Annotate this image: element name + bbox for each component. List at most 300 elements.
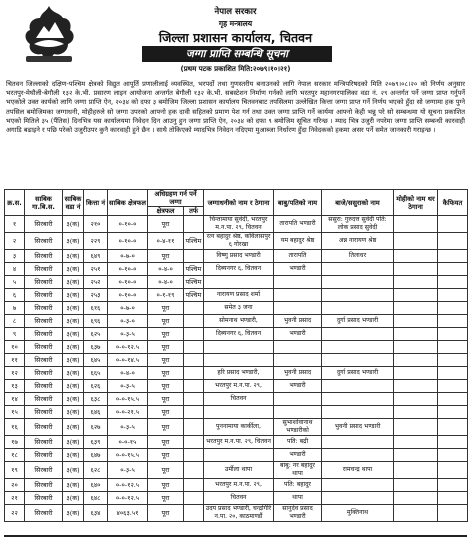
cell-acq-area: पूरा [148,341,184,354]
cell-father: भण्डारी [274,328,322,341]
cell-father: भण्डारी [274,263,322,276]
cell-acq-side [184,250,204,263]
cell-grandfather [322,341,394,354]
cell-sn: २१ [5,492,25,505]
cell-acq-area: पूरा [148,380,184,393]
cell-tenant [394,406,438,419]
cell-remarks [438,449,468,462]
cell-plot: ६६५ [84,367,108,380]
cell-tenant [394,216,438,233]
cell-owner [204,341,274,354]
cell-tenant [394,505,438,522]
cell-grandfather: दुर्गा प्रसाद भण्डारी [322,367,394,380]
cell-acq-side [184,449,204,462]
table-row [5,315,468,328]
cell-vdc: सिरबारी [25,505,63,522]
cell-acq-side: पश्चिम [184,233,204,250]
cell-acq-side [184,315,204,328]
header-area: साबिक क्षेत्रफल [108,190,148,216]
table-row [5,216,468,233]
bottom-rule [4,535,467,537]
cell-ward: ३(क) [63,302,84,315]
cell-owner: हरि प्रसाद भण्डारी, [204,367,274,380]
cell-plot: ६३८ [84,393,108,406]
cell-remarks [438,479,468,492]
table-row [5,462,468,479]
cell-remarks [438,276,468,289]
cell-grandfather [322,449,394,462]
cell-remarks [438,406,468,419]
cell-sn: ३ [5,250,25,263]
cell-father [274,393,322,406]
cell-remarks [438,492,468,505]
cell-sn: ९ [5,328,25,341]
cell-tenant [394,367,438,380]
cell-grandfather [322,328,394,341]
cell-sn: ७ [5,302,25,315]
cell-remarks [438,462,468,479]
cell-vdc: सिरबारी [25,263,63,276]
cell-acq-area: पूरा [148,449,184,462]
cell-acq-side [184,302,204,315]
cell-sn: १८ [5,449,25,462]
table-row [5,233,468,250]
cell-acq-side [184,505,204,522]
cell-father: पति: बहादुर [274,479,322,492]
cell-ward: ३(क) [63,406,84,419]
cell-tenant [394,302,438,315]
cell-grandfather [322,302,394,315]
cell-ward: ३(क) [63,354,84,367]
header-father: बाबु/पतिको नाम [274,190,322,216]
table-row [5,354,468,367]
cell-owner [204,354,274,367]
cell-acq-side [184,341,204,354]
cell-vdc: सिरबारी [25,419,63,436]
cell-father: सानुदेव प्रसाद भण्डारी [274,505,322,522]
cell-acq-side [184,216,204,233]
cell-ward: ३(क) [63,449,84,462]
cell-vdc: सिरबारी [25,328,63,341]
cell-vdc: सिरबारी [25,289,63,302]
cell-vdc: सिरबारी [25,276,63,289]
header-acq-side: तर्फ [184,207,204,216]
cell-sn: १ [5,216,25,233]
cell-area: ०-०-२१.५ [108,406,148,419]
cell-area: ०-३-० [108,315,148,328]
cell-remarks [438,289,468,302]
cell-acq-area: पूरा [148,367,184,380]
cell-grandfather [322,263,394,276]
cell-plot: २२९ [84,233,108,250]
cell-ward: ३(क) [63,505,84,522]
cell-vdc: सिरबारी [25,315,63,328]
cell-ward: ३(क) [63,216,84,233]
cell-owner: नारायण प्रसाद शर्मा [204,289,274,302]
cell-acq-area: पूरा [148,393,184,406]
cell-remarks [438,302,468,315]
cell-ward: ३(क) [63,263,84,276]
cell-grandfather [322,276,394,289]
cell-father: तारापति [274,250,322,263]
header-plot: कित्ता नं [84,190,108,216]
cell-acq-side [184,406,204,419]
cell-plot: २५१ [84,263,108,276]
cell-tenant [394,250,438,263]
table-row [5,419,468,436]
cell-acq-area: पूरा [148,492,184,505]
cell-acq-area: पूरा [148,479,184,492]
cell-ward: ३(क) [63,341,84,354]
cell-area: ०-०-१२.५ [108,479,148,492]
notice-title: जग्गा प्राप्ति सम्बन्धि सूचना [142,46,332,62]
cell-acq-side [184,479,204,492]
cell-remarks [438,367,468,380]
cell-area: ०-३-५ [108,380,148,393]
header-ward: साबिक वडा नं [63,190,84,216]
cell-acq-side [184,462,204,479]
table-row [5,406,468,419]
cell-acq-side [184,328,204,341]
cell-grandfather: तिलाधर [322,250,394,263]
cell-remarks [438,419,468,436]
cell-grandfather [322,479,394,492]
cell-plot: ६४९ [84,250,108,263]
cell-tenant [394,436,438,449]
cell-remarks [438,250,468,263]
cell-sn: १० [5,341,25,354]
cell-ward: ३(क) [63,276,84,289]
cell-plot: ६४५ [84,354,108,367]
cell-owner: भरतपुर म.न.पा. २९, [204,380,274,393]
cell-grandfather: मुक्तिनाथ [322,505,394,522]
cell-vdc: सिरबारी [25,436,63,449]
cell-acq-area: पूरा [148,462,184,479]
cell-acq-side [184,393,204,406]
cell-sn: १७ [5,436,25,449]
cell-area: ०-०-१२.५ [108,492,148,505]
header-remarks: कैफियत [438,190,468,216]
cell-remarks [438,393,468,406]
cell-father: सुभाशोवानाथ भण्डारीको [274,419,322,436]
cell-ward: ३(क) [63,367,84,380]
table-row [5,449,468,462]
cell-remarks [438,436,468,449]
cell-acq-area: ०-४-११ [148,233,184,250]
cell-owner: भरतपुर म.न.पा. २९, [204,479,274,492]
table-row [5,505,468,522]
cell-sn: १२ [5,367,25,380]
cell-owner: समेत ३ जना [204,302,274,315]
cell-father: पति: बद्री [274,436,322,449]
header-acq-group: अधिग्रहण गर्न पर्ने जग्गा [148,190,204,207]
cell-plot: ६४० [84,479,108,492]
cell-owner [204,449,274,462]
cell-grandfather [322,406,394,419]
table-row [5,328,468,341]
table-row [5,341,468,354]
cell-acq-area: पूरा [148,436,184,449]
cell-grandfather [322,289,394,302]
cell-plot: ६४८ [84,492,108,505]
cell-ward: ३(क) [63,289,84,302]
cell-tenant [394,328,438,341]
cell-acq-area: पूरा [148,354,184,367]
cell-plot: ६९६ [84,315,108,328]
cell-remarks [438,233,468,250]
cell-area: ०-७-० [108,302,148,315]
cell-owner: चिन्तामाया सुवेदी, भरतपुर म.न.पा. २९, चितवन [204,216,274,233]
cell-ward: ३(क) [63,233,84,250]
cell-father: बाबु: नर बहादुर थापा [274,462,322,479]
table-row [5,380,468,393]
cell-ward: ३(क) [63,419,84,436]
cell-vdc: सिरबारी [25,233,63,250]
office-title: जिल्ला प्रशासन कार्यालय, चितवन [158,30,313,45]
cell-father [274,276,322,289]
cell-father: भुवनी प्रसाद [274,315,322,328]
cell-vdc: सिरबारी [25,302,63,315]
cell-tenant [394,393,438,406]
cell-plot: ६२६ [84,380,108,393]
cell-grandfather [322,380,394,393]
cell-tenant [394,276,438,289]
cell-father: यम बहादुर श्रेष्ठ [274,233,322,250]
cell-plot: ६२८ [84,462,108,479]
cell-acq-area: ०-१-१९ [148,289,184,302]
cell-area: ०-०-१५.५ [108,393,148,406]
header-owner: जग्गाधनीको नाम र ठेगाना [204,190,274,216]
cell-area: ०-३-५ [108,462,148,479]
table-row [5,289,468,302]
table-row [5,393,468,406]
cell-acq-area: पूरा [148,419,184,436]
cell-owner: भरतपुर म.न.पा. २९, चितवन [204,436,274,449]
cell-tenant [394,419,438,436]
cell-grandfather [322,492,394,505]
publication-date: (प्रथम पटक प्रकाशित मिति:२०७९।१०।२१) [180,65,291,73]
cell-vdc: सिरबारी [25,380,63,393]
cell-area: ०-१०-० [108,233,148,250]
cell-tenant [394,449,438,462]
cell-tenant [394,341,438,354]
cell-vdc: सिरबारी [25,462,63,479]
header-vdc: साबिक गा.बि.स. [25,190,63,216]
cell-owner: सोमनाथ भण्डारी, [204,315,274,328]
cell-plot: ६२५ [84,328,108,341]
cell-remarks [438,263,468,276]
cell-vdc: सिरबारी [25,250,63,263]
cell-owner: चितवन [204,492,274,505]
header-grandfather: बाजे/ससुराको नाम [322,190,394,216]
cell-area: ०-०-१५.५ [108,449,148,462]
cell-sn: ८ [5,315,25,328]
cell-acq-side [184,436,204,449]
cell-remarks [438,354,468,367]
cell-sn: २ [5,233,25,250]
cell-area: ०-१०-० [108,216,148,233]
cell-father: तारापति भण्डारी [274,216,322,233]
cell-owner: उदय प्रसाद भण्डारी, चन्द्रगिरि न.पा. २०, काठमाण्डौं [204,505,274,522]
cell-acq-side [184,419,204,436]
cell-ward: ३(क) [63,250,84,263]
cell-plot: ६३४ [84,505,108,522]
cell-grandfather [322,393,394,406]
cell-tenant [394,479,438,492]
cell-sn: १९ [5,462,25,479]
table-row [5,436,468,449]
notice-body: चितवन जिल्लाको दक्षिण-पश्चिम क्षेत्रको विद्युत आपूर्ति प्रणालीलाई व्यवस्थित, भरपर्दो तथा गुणस्तरीय बनाउनको लागि नेपाल सरकार मन्त्रिपरिषदको मिति २०७९।०८।२० को निर्णय अनुसार भरतपुर-मेघौली-बेगौली १३२ के.भी. प्रसारण लाइन आयोजना अन्तर्गत बेगौली १३२ के.भी. सबस्टेशन निर्माण गर्नको लागि भरतपुर महानगरपालिका वडा नं. २९ अन्तर्गत पर्ने जग्गा प्राप्त गर्नुपर्ने भएकोले उक्त कार्यको लागि जग्गा प्राप्ति ऐन, २०३४ को दफा ३ बमोजिम जिल्ला प्रशासन कार्यालय चितवनबाट तपसिलमा उल्लेखित कित्ता जग्गा प्राप्त गर्ने निर्णय भएको हुँदा सो जग्गामा हक पुग्ने तपसिल बमोजिमका जग्गाधनी, मोहीहरुले सो जग्गा उपरको आफ्नो हक दावी सहितको प्रमाण पेश गर्न तथा उक्त जग्गा प्राप्ति गर्ने कार्यमा आफ्नो केही भन्नु परे सो सम्बन्धमा यो सूचना प्रकाशित भएको मितिले ३५ (पैंतिस) दिनभित्र यस कार्यालयमा निवेदन दिन आउनु हुन जग्गा प्राप्ति ऐन, २०३४ को दफा ९ बमोजिम सूचित गरिन्छ । म्याद भित्र उजुरी नपरेमा जग्गा प्राप्ति सम्बन्धी कारवाही अगाडि बढाइने र पछि परेको उजुरीउपर कुनै कारवाही हुने छैन । साथै तोकिएको म्यादभित्र निवेदन नदिएमा मुआब्जा निर्धारण हुँदा निवेदकको हकमा असर पर्ने समेत जानकारी गराइन्छ । [6,80,465,135]
cell-sn: ६ [5,289,25,302]
cell-sn: ११ [5,354,25,367]
cell-acq-side [184,367,204,380]
land-table [4,189,468,522]
cell-acq-side [184,354,204,367]
cell-ward: ३(क) [63,479,84,492]
cell-father: भुवनी प्रसाद [274,367,322,380]
cell-remarks [438,328,468,341]
cell-father [274,289,322,302]
cell-area: ०-०-१२.५ [108,341,148,354]
table-row [5,492,468,505]
cell-owner [204,276,274,289]
cell-area: ०-४-० [108,367,148,380]
cell-acq-side: पश्चिम [184,289,204,302]
cell-sn: १६ [5,419,25,436]
cell-acq-area: पूरा [148,250,184,263]
cell-plot: २५३ [84,289,108,302]
cell-tenant [394,263,438,276]
table-row [5,479,468,492]
cell-owner: दिब्यनगर ६, चितवन [204,328,274,341]
cell-ward: ३(क) [63,328,84,341]
cell-acq-area: पूरा [148,505,184,522]
header-acq-area: क्षेत्रफल [148,207,184,216]
cell-sn: १३ [5,380,25,393]
cell-owner: पुननामाया कार्कीला, [204,419,274,436]
table-row [5,263,468,276]
cell-owner: विष्णु प्रसाद भण्डारी [204,250,274,263]
cell-plot: ६४६ [84,406,108,419]
cell-grandfather: दुर्गा प्रसाद भण्डारी [322,315,394,328]
cell-plot: ६२७ [84,419,108,436]
cell-area: ०-१०-० [108,276,148,289]
cell-acq-area: पूरा [148,406,184,419]
cell-plot: ६३९ [84,436,108,449]
cell-grandfather: ससुरा: गुरुदत्त सुवेदी पति: लोक प्रसाद सुवेदी [322,216,394,233]
cell-area: ०-१०-० [108,289,148,302]
cell-ward: ३(क) [63,436,84,449]
cell-vdc: सिरबारी [25,393,63,406]
cell-remarks [438,315,468,328]
cell-tenant [394,289,438,302]
cell-tenant [394,462,438,479]
cell-vdc: सिरबारी [25,216,63,233]
cell-sn: २० [5,479,25,492]
cell-acq-area: ०-४-० [148,263,184,276]
cell-tenant [394,354,438,367]
cell-father: भण्डारी [274,380,322,393]
table-row [5,367,468,380]
cell-plot: ६४७ [84,449,108,462]
table-row [5,276,468,289]
cell-ward: ३(क) [63,393,84,406]
cell-grandfather: भुवनी प्रसाद भण्डारी [322,419,394,436]
cell-grandfather: अन्न नारायण श्रेष्ठ [322,233,394,250]
cell-vdc: सिरबारी [25,367,63,380]
cell-vdc: सिरबारी [25,492,63,505]
table-row [5,250,468,263]
cell-tenant [394,380,438,393]
cell-ward: ३(क) [63,315,84,328]
cell-area: ०-३-५ [108,328,148,341]
cell-ward: ३(क) [63,462,84,479]
cell-acq-area: पूरा [148,302,184,315]
cell-remarks [438,380,468,393]
cell-remarks [438,505,468,522]
cell-area: ०-७-० [108,250,148,263]
cell-remarks [438,341,468,354]
cell-acq-side: पश्चिम [184,276,204,289]
cell-owner [204,406,274,419]
cell-tenant [394,492,438,505]
cell-tenant [394,315,438,328]
cell-acq-area: पूरा [148,315,184,328]
cell-area: ४०६३.५१ [108,505,148,522]
header-sn: क्र.स. [5,190,25,216]
government-label: नेपाल सरकार [214,7,257,17]
cell-grandfather: रामचन्द्र थापा [322,462,394,479]
cell-acq-side [184,492,204,505]
cell-owner: रत्न बहादुर श्रेष्ठ, कविलासपुर ६ गोरखा [204,233,274,250]
cell-acq-side: पश्चिम [184,263,204,276]
cell-father [274,302,322,315]
cell-father: भण्डारी [274,449,322,462]
header-tenant: मोहीको नाम थर ठेगाना [394,190,438,216]
cell-plot: ६१६ [84,302,108,315]
cell-sn: १५ [5,406,25,419]
ministry-label: गृह मन्त्रालय [218,19,253,28]
cell-grandfather [322,436,394,449]
cell-vdc: सिरबारी [25,354,63,367]
cell-ward: ३(क) [63,492,84,505]
cell-sn: १४ [5,393,25,406]
cell-acq-area: ०-४-० [148,276,184,289]
cell-owner: उर्मीला थापा [204,462,274,479]
cell-father [274,406,322,419]
cell-area: ०-१०-० [108,263,148,276]
cell-vdc: सिरबारी [25,406,63,419]
cell-owner: दिब्यनगर ६, चितवन [204,263,274,276]
cell-owner: चितवन [204,393,274,406]
cell-plot: २५२ [84,276,108,289]
cell-acq-area: पूरा [148,216,184,233]
cell-vdc: सिरबारी [25,449,63,462]
cell-father [274,341,322,354]
cell-plot: ६३७ [84,341,108,354]
cell-ward: ३(क) [63,380,84,393]
cell-father: थापा [274,492,322,505]
cell-sn: ४ [5,263,25,276]
cell-vdc: सिरबारी [25,479,63,492]
cell-grandfather [322,354,394,367]
cell-area: ०-०-१५ [108,436,148,449]
cell-remarks [438,216,468,233]
notice-header [4,2,467,80]
cell-area: ०-०-१४.५ [108,354,148,367]
table-row [5,302,468,315]
cell-father [274,354,322,367]
